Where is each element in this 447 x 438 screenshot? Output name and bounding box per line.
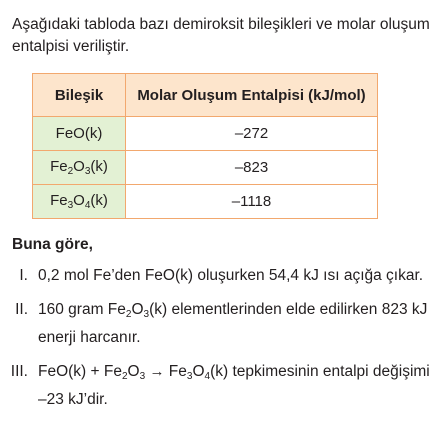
formula-subscript: 4 bbox=[84, 200, 91, 211]
statement-number: III. bbox=[10, 363, 28, 380]
formula-subscript: 2 bbox=[67, 166, 74, 177]
formula-subscript: 3 bbox=[139, 371, 146, 382]
formula-part: Fe bbox=[50, 192, 68, 209]
formula-part: (k) bbox=[90, 158, 108, 175]
text-part: O bbox=[192, 363, 205, 380]
question-prompt: Buna göre, bbox=[12, 236, 93, 253]
enthalpy-cell: –823 bbox=[126, 151, 378, 185]
compound-cell bbox=[33, 117, 126, 151]
statement-item bbox=[0, 298, 447, 349]
statement-item bbox=[0, 264, 447, 287]
formula-subscript: 2 bbox=[125, 309, 132, 320]
formula-part: O bbox=[73, 192, 85, 209]
statement-text bbox=[38, 301, 427, 346]
formula-part: Fe bbox=[50, 158, 68, 175]
statement-number: I. bbox=[19, 267, 28, 284]
formula-subscript: 2 bbox=[121, 371, 128, 382]
intro-text: Aşağıdaki tabloda bazı demiroksit bileşikleri ve molar oluşum entalpisi veriliştir. bbox=[12, 16, 430, 55]
compound-cell bbox=[33, 151, 126, 185]
text-part: 160 gram Fe bbox=[38, 301, 126, 318]
compound-formula: FeO(k) bbox=[55, 125, 103, 142]
formula-part: O bbox=[73, 158, 85, 175]
table-row bbox=[33, 117, 378, 151]
statement-text bbox=[38, 363, 430, 408]
enthalpy-cell: –1118 bbox=[126, 185, 378, 219]
text-part: Fe bbox=[168, 363, 187, 380]
header-enthalpy: Molar Oluşum Entalpisi (kJ/mol) bbox=[126, 74, 378, 117]
formula-subscript: 4 bbox=[204, 371, 211, 382]
table-header-row bbox=[33, 74, 378, 117]
text-part: FeO(k) + Fe bbox=[38, 363, 122, 380]
enthalpy-cell: –272 bbox=[126, 117, 378, 151]
reaction-arrow-icon: → bbox=[149, 363, 165, 380]
table-row bbox=[33, 151, 378, 185]
formula-subscript: 3 bbox=[84, 166, 91, 177]
enthalpy-table bbox=[32, 73, 378, 219]
header-compound: Bileşik bbox=[33, 74, 126, 117]
formula-subscript: 3 bbox=[186, 371, 193, 382]
text-part: O bbox=[131, 301, 144, 318]
statement-number: II. bbox=[15, 301, 28, 318]
table-row bbox=[33, 185, 378, 219]
statement-item bbox=[0, 360, 447, 411]
formula-part: (k) bbox=[90, 192, 108, 209]
text-part: O bbox=[127, 363, 140, 380]
formula-subscript: 3 bbox=[67, 200, 74, 211]
compound-cell bbox=[33, 185, 126, 219]
statement-text: 0,2 mol Fe’den FeO(k) oluşurken 54,4 kJ ısı açığa çıkar. bbox=[38, 267, 424, 284]
text-part: (k) tepkimesinin entalpi değişimi –23 kJ’dir. bbox=[38, 363, 430, 408]
formula-subscript: 3 bbox=[143, 309, 150, 320]
text-part: (k) elementlerinden elde edilirken 823 kJ enerji harcanır. bbox=[38, 301, 428, 346]
statement-list bbox=[0, 264, 447, 422]
